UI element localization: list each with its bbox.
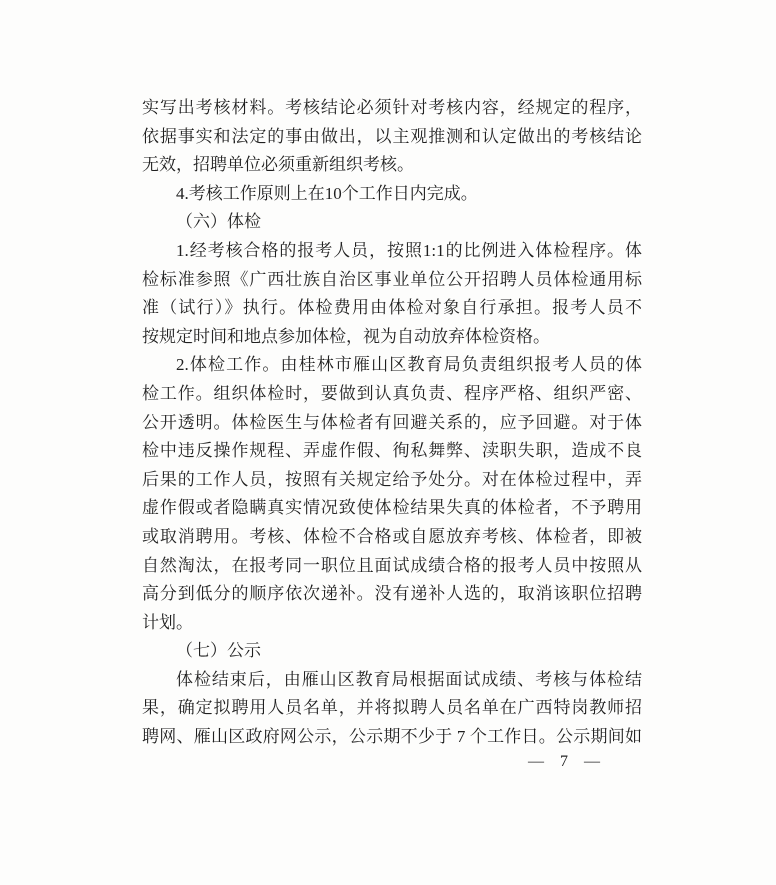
text-line-11: 检工作。组织体检时，要做到认真负责、程序严格、组织严密、 xyxy=(142,383,642,403)
text-line-23: 聘网、雁山区政府网公示，公示期不少于 7 个工作日。公示期间如 xyxy=(142,727,642,747)
text-line-6: 1.经考核合格的报考人员，按照1:1的比例进入体检程序。体 xyxy=(176,240,642,260)
text-line-22: 果，确定拟聘用人员名单，并将拟聘人员名单在广西特岗教师招 xyxy=(142,698,642,718)
text-line-19: 计划。 xyxy=(142,612,193,632)
text-line-15: 虚作假或者隐瞒真实情况致使体检结果失真的体检者，不予聘用 xyxy=(142,498,642,518)
text-line-5: （六）体检 xyxy=(176,212,261,232)
text-line-1: 实写出考核材料。考核结论必须针对考核内容，经规定的程序， xyxy=(142,98,642,117)
text-line-13: 检中违反操作规程、弄虚作假、徇私舞弊、渎职失职，造成不良 xyxy=(142,441,642,461)
text-line-7: 检标准参照《广西壮族自治区事业单位公开招聘人员体检通用标 xyxy=(142,269,642,289)
text-line-8: 准（试行）》执行。体检费用由体检对象自行承担。报考人员不 xyxy=(142,298,642,318)
text-line-17: 自然淘汰，在报考同一职位且面试成绩合格的报考人员中按照从 xyxy=(142,555,642,575)
text-line-3: 无效，招聘单位必须重新组织考核。 xyxy=(142,155,414,175)
text-line-14: 后果的工作人员，按照有关规定给予处分。对在体检过程中，弄 xyxy=(142,469,642,489)
text-line-16: 或取消聘用。考核、体检不合格或自愿放弃考核、体检者，即被 xyxy=(142,526,642,546)
document-body xyxy=(142,94,642,752)
text-line-20: （七）公示 xyxy=(176,641,261,661)
text-line-10: 2.体检工作。由桂林市雁山区教育局负责组织报考人员的体 xyxy=(176,355,642,375)
text-line-12: 公开透明。体检医生与体检者有回避关系的，应予回避。对于体 xyxy=(142,412,642,432)
text-line-2: 依据事实和法定的事由做出，以主观推测和认定做出的考核结论 xyxy=(142,126,642,146)
text-line-21: 体检结束后，由雁山区教育局根据面试成绩、考核与体检结 xyxy=(176,669,642,689)
text-line-9: 按规定时间和地点参加体检，视为自动放弃体检资格。 xyxy=(142,326,550,346)
text-line-4: 4.考核工作原则上在10个工作日内完成。 xyxy=(176,183,478,203)
page-number: — 7 — xyxy=(528,753,601,770)
text-line-18: 高分到低分的顺序依次递补。没有递补人选的，取消该职位招聘 xyxy=(142,584,642,604)
